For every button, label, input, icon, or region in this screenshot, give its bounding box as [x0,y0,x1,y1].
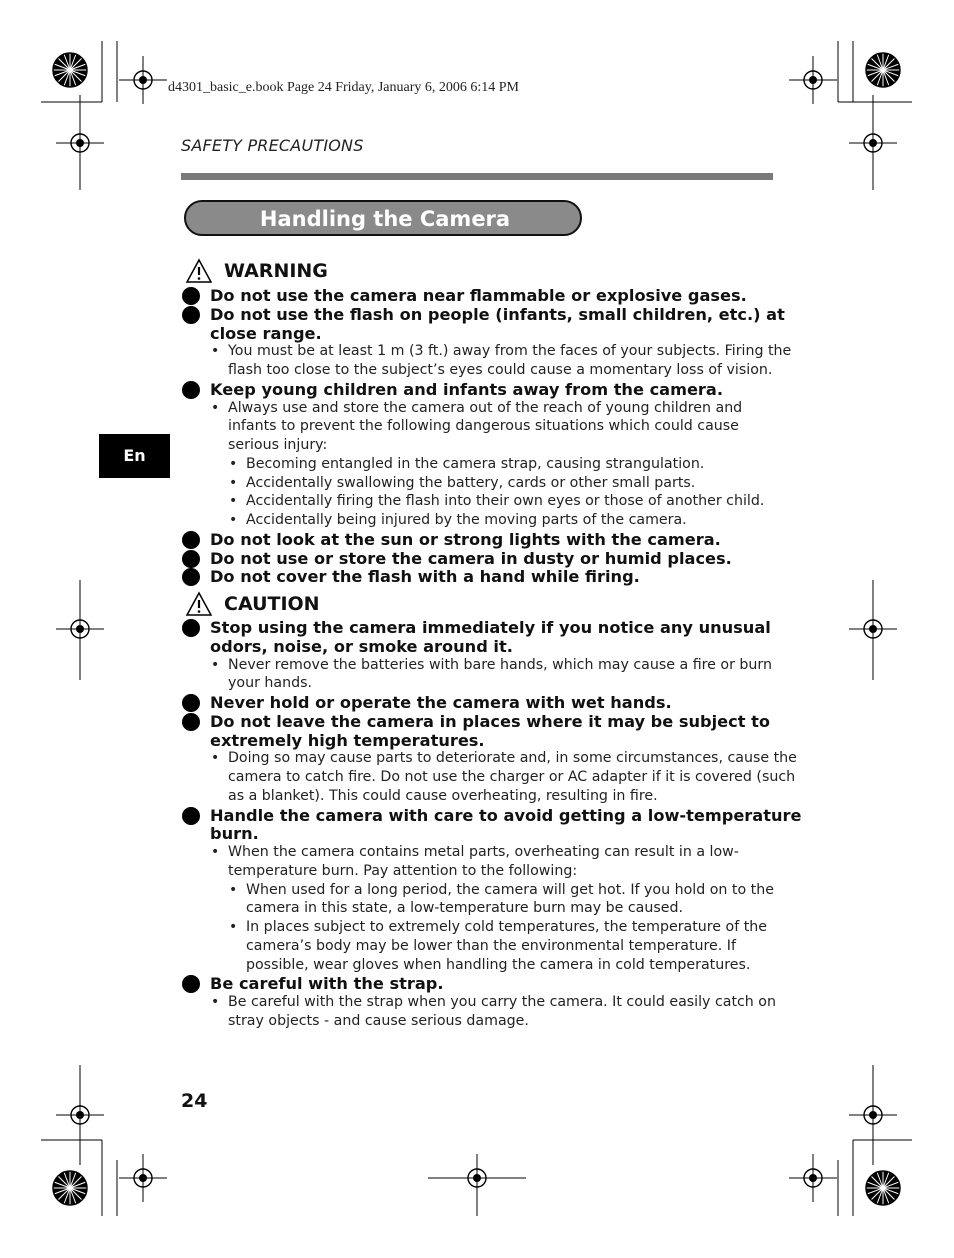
sub-item-text: temperature burn. Pay attention to the following: [228,862,578,879]
list-bullet-icon [182,550,200,568]
registration-cross-icon [119,56,167,104]
list-item-text: Do not use the flash on people (infants, small children, etc.) at [210,304,785,324]
sub-item-text: stray objects - and cause serious damage. [228,1012,529,1029]
registration-wheel-icon [866,53,900,87]
bullet-icon: • [229,474,238,491]
bullet-icon: • [229,881,238,898]
caution-heading [185,591,320,617]
list-item-text: Do not cover the flash with a hand while firing. [210,567,640,587]
list-item-text: Do not use the camera near flammable or explosive gases. [210,286,747,305]
registration-wheel-icon [53,53,87,87]
sub-item-text: Doing so may cause parts to deteriorate and, in some circumstances, cause the [228,750,797,767]
list-item-text: extremely high temperatures. [210,730,485,750]
sub-item-text: infants to prevent the following dangerous situations which could cause [228,418,739,435]
list-item-text: Handle the camera with care to avoid getting a low-temperature [210,805,802,825]
sub-sub-item-text: In places subject to extremely cold temperatures, the temperature of the [246,919,768,935]
sub-sub-item-text: camera in this state, a low-temperature burn may be caused. [246,900,683,917]
sub-item-text: Never remove the batteries with bare hands, which may cause a fire or burn [228,656,772,673]
bullet-icon: • [229,493,238,510]
list-bullet-icon [182,713,200,731]
sub-item-text: When the camera contains metal parts, overheating can result in a low- [228,844,739,860]
sub-sub-item-text: Accidentally being injured by the moving parts of the camera. [246,512,687,528]
caution-label: CAUTION [224,593,320,615]
list-bullet-icon [182,694,200,712]
sub-item-text: serious injury: [228,437,328,453]
sub-sub-item-text: Accidentally firing the flash into their own eyes or those of another child. [246,493,765,510]
sub-item-text: Be careful with the strap when you carry the camera. It could easily catch on [228,994,776,1010]
sub-item-text: your hands. [228,675,312,692]
list-bullet-icon [182,287,200,305]
sub-sub-item-text: possible, wear gloves when handling the camera in cold temperatures. [246,956,751,973]
book-file-info: d4301_basic_e.book Page 24 Friday, January 6, 2006 6:14 PM [168,80,519,95]
sub-item-text: as a blanket). This could cause overheating, resulting in fire. [228,787,658,804]
sub-sub-item-text: When used for a long period, the camera will get hot. If you hold on to the [246,881,774,898]
list-item-text: odors, noise, or smoke around it. [210,636,513,656]
section-header: SAFETY PRECAUTIONS [181,136,364,155]
caution-triangle-icon [185,591,213,617]
list-bullet-icon [182,381,200,399]
list-item-text: close range. [210,323,322,343]
sub-item-text: flash too close to the subject’s eyes could cause a momentary loss of vision. [228,362,773,378]
header-rule [181,173,773,180]
list-item-text: Never hold or operate the camera with wet hands. [210,693,672,712]
page-title: Handling the Camera [259,207,511,231]
bullet-icon: • [229,455,238,472]
sub-item-text: camera to catch fire. Do not use the charger or AC adapter if it is covered (such [228,769,796,785]
list-bullet-icon [182,619,200,637]
list-item-text: Do not leave the camera in places where it may be subject to [210,711,770,731]
list-item-text: burn. [210,824,259,844]
registration-cross-icon [789,56,837,104]
bullet-icon: • [211,399,220,416]
sub-sub-item-text: camera’s body may be lower than the environmental temperature. If [246,937,736,954]
bullet-icon: • [229,919,238,935]
list-item-text: Do not use or store the camera in dusty or humid places. [210,548,732,568]
registration-wheel-icon [53,1171,87,1205]
warning-triangle-icon [185,258,213,284]
title-banner [184,200,582,236]
registration-wheel-icon [866,1171,900,1205]
list-bullet-icon [182,531,200,549]
bullet-icon: • [211,844,220,860]
bullet-icon: • [211,343,220,360]
bullet-icon: • [211,656,220,673]
bullet-icon: • [229,512,238,528]
registration-cross-icon [789,1154,837,1202]
bullet-icon: • [211,994,220,1010]
list-item-text: Stop using the camera immediately if you notice any unusual [210,618,771,637]
list-bullet-icon [182,306,200,324]
sub-item-text: Always use and store the camera out of the reach of young children and [228,399,743,416]
list-item-text: Keep young children and infants away from the camera. [210,379,723,399]
sub-sub-item-text: Accidentally swallowing the battery, cards or other small parts. [246,474,696,491]
list-item-text: Be careful with the strap. [210,974,444,994]
warning-heading [185,258,328,284]
list-item-text: Do not look at the sun or strong lights with the camera. [210,529,721,549]
list-bullet-icon [182,807,200,825]
sub-sub-item-text: Becoming entangled in the camera strap, causing strangulation. [246,455,705,472]
page-number: 24 [181,1090,208,1112]
bullet-icon: • [211,750,220,767]
registration-cross-icon [119,1154,167,1202]
warning-label: WARNING [224,260,328,282]
language-tab: En [99,434,170,478]
sub-item-text: You must be at least 1 m (3 ft.) away from the faces of your subjects. Firing the [228,343,792,360]
